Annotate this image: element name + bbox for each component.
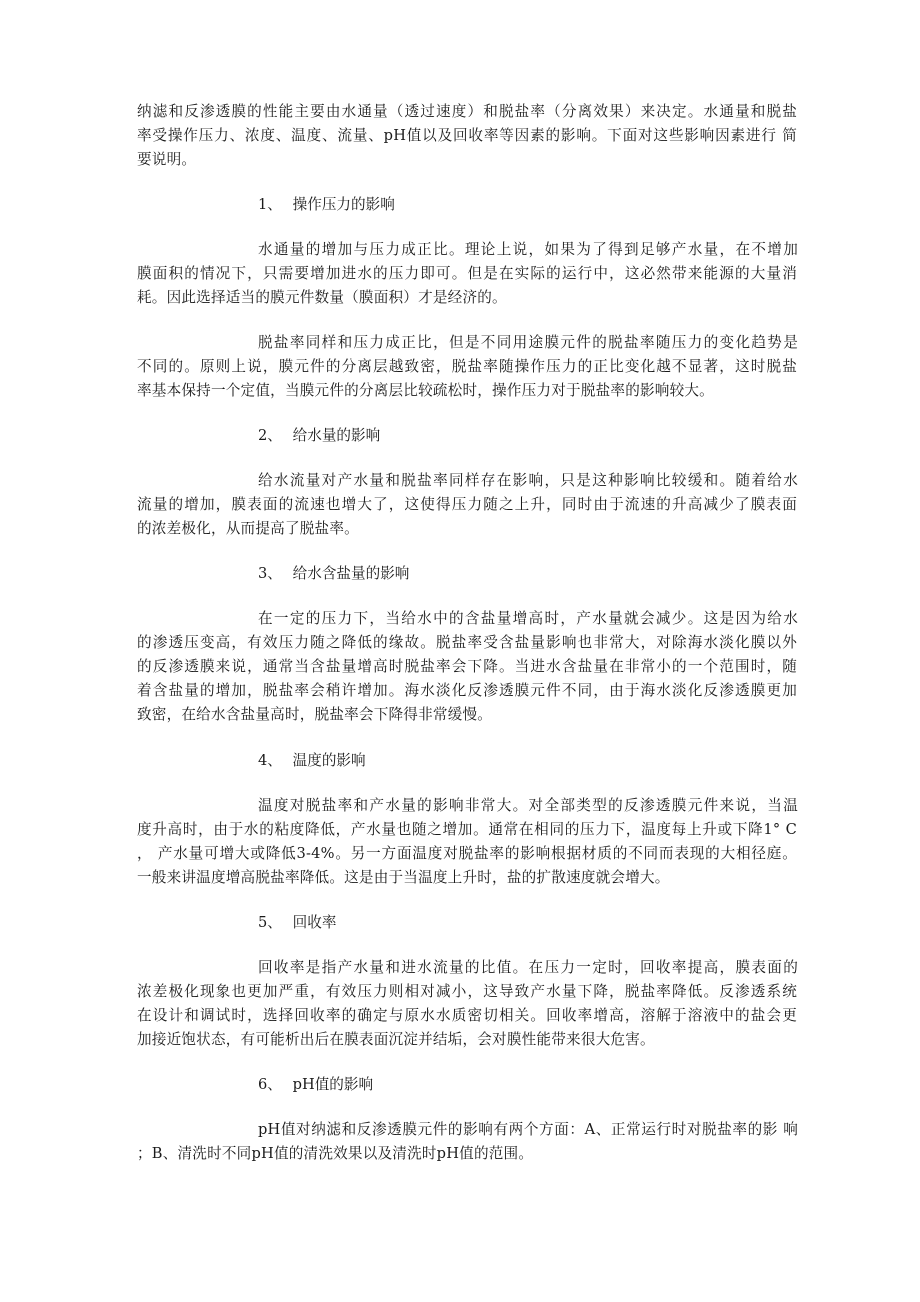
intro-line: 率受操作压力、浓度、温度、流量、pH值以及回收率等因素的影响。下面对这些影响因素进行 简: [137, 127, 797, 144]
section-title: pH值的影响: [292, 1076, 374, 1093]
paragraph-line: 在设计和调试时，选择回收率的确定与原水水质密切相关。回收率增高，溶解于溶液中的盐会更: [137, 1007, 797, 1024]
paragraph-line: 脱盐率同样和压力成正比，但是不同用途膜元件的脱盐率随压力的变化趋势是: [258, 334, 798, 351]
paragraph-line: 回收率是指产水量和进水流量的比值。在压力一定时，回收率提高，膜表面的: [258, 959, 798, 976]
paragraph-line: 水通量的增加与压力成正比。理论上说，如果为了得到足够产水量，在不增加: [258, 241, 798, 258]
paragraph-line: 着含盐量的增加，脱盐率会稍许增加。海水淡化反渗透膜元件不同，由于海水淡化反渗透膜更加: [137, 682, 797, 699]
section-title: 温度的影响: [292, 752, 366, 769]
paragraph-line: 一般来讲温度增高脱盐率降低。这是由于当温度上升时，盐的扩散速度就会增大。: [137, 869, 670, 886]
paragraph-line: 给水流量对产水量和脱盐率同样存在影响，只是这种影响比较缓和。随着给水: [258, 472, 798, 489]
section-title: 给水含盐量的影响: [292, 565, 410, 582]
paragraph-line: 的渗透压变高，有效压力随之降低的缘故。脱盐率受含盐量影响也非常大，对除海水淡化膜以外: [137, 634, 797, 651]
paragraph-line: 致密，在给水含盐量高时，脱盐率会下降得非常缓慢。: [137, 706, 493, 723]
section-heading-5: [258, 911, 336, 935]
section-title: 回收率: [292, 914, 337, 931]
section-number: 3、: [258, 565, 282, 582]
section-heading-3: [258, 562, 409, 586]
paragraph-line: ；B、清洗时不同pH值的清洗效果以及清洗时pH值的范围。: [137, 1145, 534, 1162]
paragraph-line: 耗。因此选择适当的膜元件数量（膜面积）才是经济的。: [137, 289, 507, 306]
section-number: 5、: [258, 914, 282, 931]
intro-line: 要说明。: [137, 151, 197, 168]
section-number: 2、: [258, 427, 282, 444]
paragraph-line: 浓差极化现象也更加严重，有效压力则相对减小，这导致产水量下降，脱盐率降低。反渗透系统: [137, 983, 797, 1000]
section-heading-4: [258, 749, 366, 773]
paragraph-line: 的浓差极化，从而提高了脱盐率。: [137, 520, 359, 537]
paragraph-line: ， 产水量可增大或降低3-4%。另一方面温度对脱盐率的影响根据材质的不同而表现的大相径庭。: [137, 845, 797, 862]
section-number: 6、: [258, 1076, 282, 1093]
section-heading-2: [258, 424, 380, 448]
section-heading-6: [258, 1073, 373, 1097]
paragraph-line: 率基本保持一个定值，当膜元件的分离层比较疏松时，操作压力对于脱盐率的影响较大。: [137, 382, 714, 399]
section-title: 操作压力的影响: [292, 196, 395, 213]
paragraph-line: 度升高时，由于水的粘度降低，产水量也随之增加。通常在相同的压力下，温度每上升或下降1° C: [137, 821, 797, 838]
paragraph-line: 膜面积的情况下，只需要增加进水的压力即可。但是在实际的运行中，这必然带来能源的大量消: [137, 265, 797, 282]
paragraph-line: 流量的增加，膜表面的流速也增大了，这使得压力随之上升，同时由于流速的升高减少了膜表面: [137, 496, 797, 513]
paragraph-line: 温度对脱盐率和产水量的影响非常大。对全部类型的反渗透膜元件来说，当温: [258, 797, 798, 814]
paragraph-line: 不同的。原则上说，膜元件的分离层越致密，脱盐率随操作压力的正比变化越不显著，这时脱盐: [137, 358, 797, 375]
section-number: 4、: [258, 752, 282, 769]
paragraph-line: 的反渗透膜来说，通常当含盐量增高时脱盐率会下降。当进水含盐量在非常小的一个范围时，随: [137, 658, 797, 675]
paragraph-line: pH值对纳滤和反渗透膜元件的影响有两个方面：A、正常运行时对脱盐率的影 响: [258, 1121, 798, 1138]
paragraph-line: 在一定的压力下，当给水中的含盐量增高时，产水量就会减少。这是因为给水: [258, 610, 798, 627]
intro-line: 纳滤和反渗透膜的性能主要由水通量（透过速度）和脱盐率（分离效果）来决定。水通量和脱盐: [137, 103, 797, 120]
section-title: 给水量的影响: [292, 427, 381, 444]
paragraph-line: 加接近饱状态，有可能析出后在膜表面沉淀并结垢，会对膜性能带来很大危害。: [137, 1031, 655, 1048]
section-number: 1、: [258, 196, 282, 213]
section-heading-1: [258, 193, 395, 217]
